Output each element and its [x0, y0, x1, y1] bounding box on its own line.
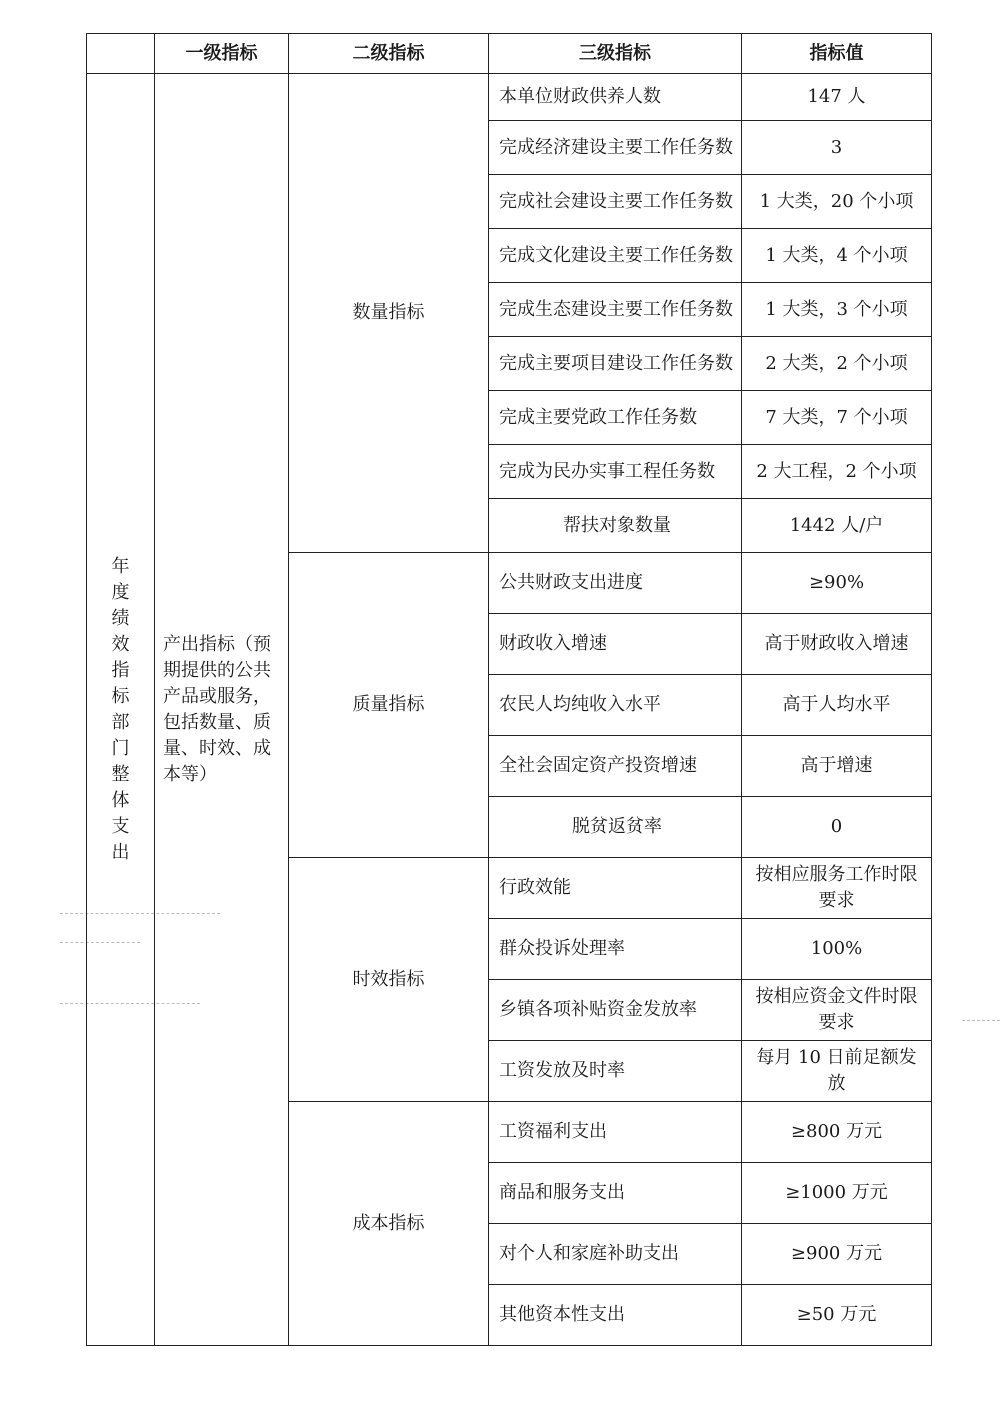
side-label — [93, 554, 148, 866]
level3-item: 群众投诉处理率 — [489, 919, 742, 980]
table-header-row — [87, 34, 932, 74]
level3-item: 全社会固定资产投资增速 — [489, 736, 742, 797]
side-label-char: 标 — [111, 685, 130, 707]
level3-item: 完成为民办实事工程任务数 — [489, 445, 742, 499]
level3-item: 完成生态建设主要工作任务数 — [489, 283, 742, 337]
side-label-char: 部 — [111, 711, 130, 733]
indicator-value: ≥50 万元 — [742, 1285, 932, 1346]
indicator-value: 高于财政收入增速 — [742, 614, 932, 675]
side-label-char: 体 — [111, 789, 130, 811]
level3-item: 农民人均纯收入水平 — [489, 675, 742, 736]
side-label-char: 绩 — [111, 607, 130, 629]
level3-item: 工资福利支出 — [489, 1102, 742, 1163]
level2-cost: 成本指标 — [289, 1102, 489, 1346]
indicator-value: 3 — [742, 121, 932, 175]
level3-item: 帮扶对象数量 — [489, 499, 742, 553]
side-label-char: 门 — [111, 737, 130, 759]
indicator-value: 按相应服务工作时限要求 — [742, 858, 932, 919]
indicator-value: ≥1000 万元 — [742, 1163, 932, 1224]
indicator-value: 高于增速 — [742, 736, 932, 797]
side-label-char: 指 — [111, 659, 130, 681]
side-label-cell — [87, 74, 155, 1346]
indicator-value: 7 大类，7 个小项 — [742, 391, 932, 445]
level3-item: 对个人和家庭补助支出 — [489, 1224, 742, 1285]
scan-artifact-line — [962, 1020, 1000, 1022]
indicator-value: 100% — [742, 919, 932, 980]
level2-quantity: 数量指标 — [289, 74, 489, 553]
level2-timeliness: 时效指标 — [289, 858, 489, 1102]
level3-item: 完成社会建设主要工作任务数 — [489, 175, 742, 229]
indicator-value: 2 大类，2 个小项 — [742, 337, 932, 391]
indicator-value: 每月 10 日前足额发放 — [742, 1041, 932, 1102]
indicator-value: ≥800 万元 — [742, 1102, 932, 1163]
level3-item: 公共财政支出进度 — [489, 553, 742, 614]
indicator-value: ≥90% — [742, 553, 932, 614]
level3-item: 财政收入增速 — [489, 614, 742, 675]
level3-item: 行政效能 — [489, 858, 742, 919]
level3-item: 完成主要项目建设工作任务数 — [489, 337, 742, 391]
side-label-char: 支 — [111, 815, 130, 837]
header-level2: 二级指标 — [289, 34, 489, 74]
indicator-value: 2 大工程，2 个小项 — [742, 445, 932, 499]
level3-item: 本单位财政供养人数 — [489, 74, 742, 121]
level1-cell: 产出指标（预期提供的公共产品或服务，包括数量、质量、时效、成本等） — [155, 74, 289, 1346]
side-label-char: 度 — [111, 581, 130, 603]
header-level1: 一级指标 — [155, 34, 289, 74]
level3-item: 其他资本性支出 — [489, 1285, 742, 1346]
table-row — [87, 74, 932, 121]
indicator-value: 1 大类，3 个小项 — [742, 283, 932, 337]
indicator-value: 1 大类，4 个小项 — [742, 229, 932, 283]
header-value: 指标值 — [742, 34, 932, 74]
level3-item: 脱贫返贫率 — [489, 797, 742, 858]
header-level3: 三级指标 — [489, 34, 742, 74]
side-label-char: 出 — [111, 841, 130, 863]
indicator-value: ≥900 万元 — [742, 1224, 932, 1285]
indicator-value: 147 人 — [742, 74, 932, 121]
header-blank-cell — [87, 34, 155, 74]
indicator-value: 0 — [742, 797, 932, 858]
level3-item: 完成文化建设主要工作任务数 — [489, 229, 742, 283]
level2-quality: 质量指标 — [289, 553, 489, 858]
side-label-char: 年 — [111, 555, 130, 577]
indicator-value: 1 大类，20 个小项 — [742, 175, 932, 229]
level3-item: 商品和服务支出 — [489, 1163, 742, 1224]
level3-item: 乡镇各项补贴资金发放率 — [489, 980, 742, 1041]
level3-item: 完成经济建设主要工作任务数 — [489, 121, 742, 175]
indicator-value: 按相应资金文件时限要求 — [742, 980, 932, 1041]
level3-item: 工资发放及时率 — [489, 1041, 742, 1102]
level3-item: 完成主要党政工作任务数 — [489, 391, 742, 445]
side-label-char: 效 — [111, 633, 130, 655]
side-label-char: 整 — [111, 763, 130, 785]
indicator-value: 1442 人/户 — [742, 499, 932, 553]
indicator-value: 高于人均水平 — [742, 675, 932, 736]
performance-indicator-table — [86, 33, 932, 1346]
